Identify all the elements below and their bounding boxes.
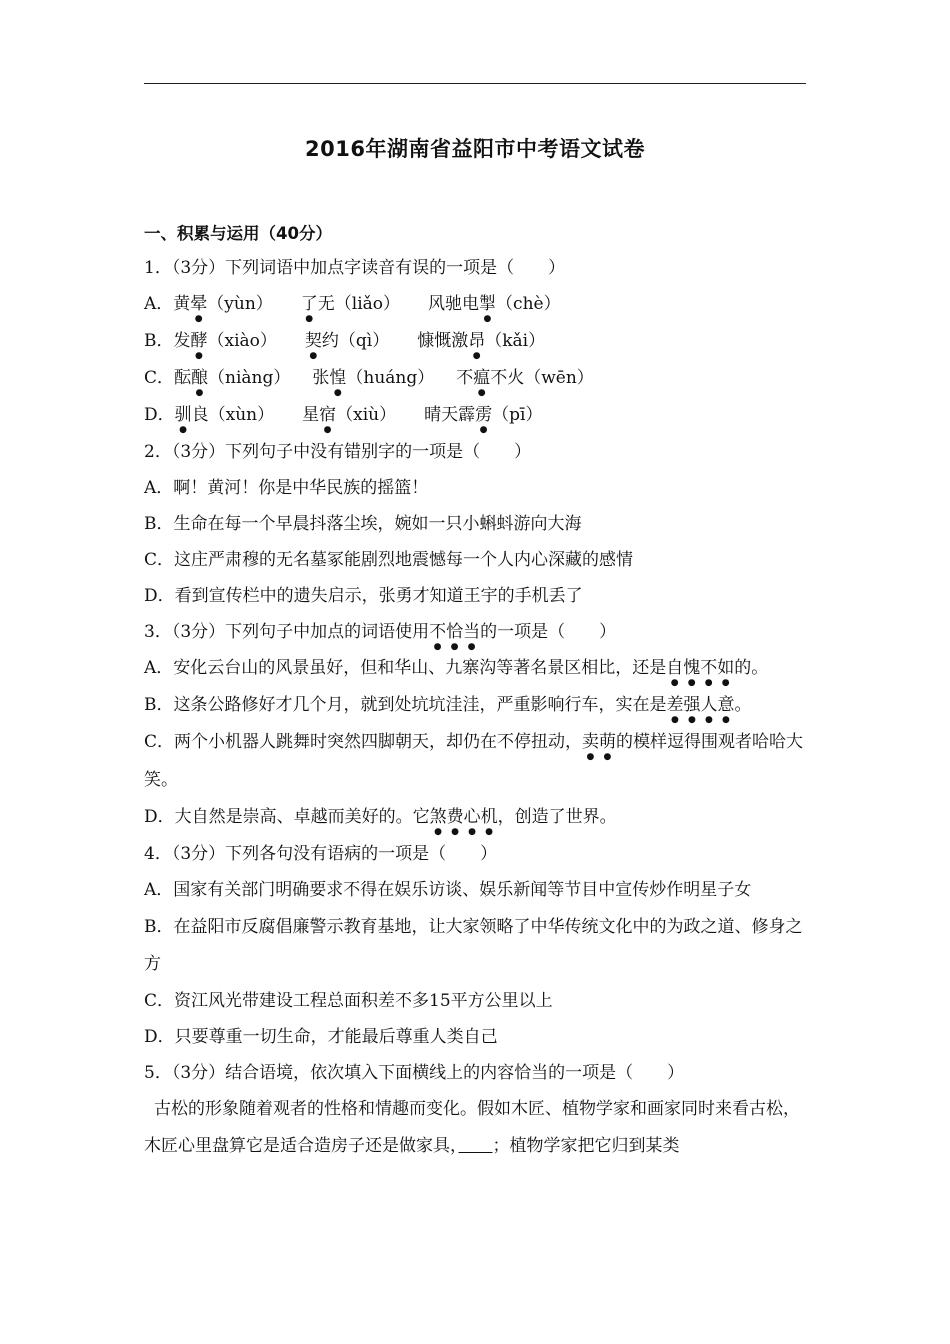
q4-option-c: C．资江风光带建设工程总面积差不多15平方公里以上	[144, 991, 553, 1011]
q4-option-a: A．国家有关部门明确要求不得在娱乐访谈、娱乐新闻等节目中宣传炒作明星子女	[144, 880, 752, 900]
q3-option-c: C．两个小机器人跳舞时突然四脚朝天，却仍在不停扭动，卖萌的模样逗得围观者哈哈大笑。	[144, 732, 804, 790]
q4-option-d: D．只要尊重一切生命，才能最后尊重人类自己	[144, 1027, 498, 1047]
q1-option-c: C．酝酿（niàng） 张惶（huáng） 不瘟不火（wēn）	[144, 368, 594, 388]
section-heading: 一、积累与运用（40分）	[144, 224, 332, 243]
fill-blank	[459, 1136, 493, 1156]
question-2-stem: 2．（3分）下列句子中没有错别字的一项是（ ）	[144, 442, 532, 462]
q3-option-b: B．这条公路修好才几个月，就到处坑坑洼洼，严重影响行车，实在是差强人意。	[144, 695, 752, 715]
header-rule	[144, 83, 806, 84]
page-title: 2016年湖南省益阳市中考语文试卷	[305, 137, 645, 161]
question-1-stem: 1．（3分）下列词语中加点字读音有误的一项是（ ）	[144, 258, 566, 278]
q3-option-a: A．安化云台山的风景虽好，但和华山、九寨沟等著名景区相比，还是自愧不如的。	[144, 658, 769, 678]
question-3-stem: 3．（3分）下列句子中加点的词语使用不恰当的一项是（ ）	[144, 622, 617, 642]
q2-option-d: D．看到宣传栏中的遗失启示，张勇才知道王宇的手机丢了	[144, 586, 583, 606]
question-4-stem: 4．（3分）下列各句没有语病的一项是（ ）	[144, 844, 498, 864]
q2-option-b: B．生命在每一个早晨抖落尘埃，婉如一只小蝌蚪游向大海	[144, 514, 582, 534]
q3-option-d: D．大自然是崇高、卓越而美好的。它煞费心机，创造了世界。	[144, 807, 617, 827]
q1-option-b: B．发酵（xiào） 契约（qì） 慷慨激昂（kǎi）	[144, 331, 546, 351]
q1-option-d: D．驯良（xùn） 星宿（xiù） 晴天霹雳（pī）	[144, 405, 543, 425]
question-5-stem: 5．（3分）结合语境，依次填入下面横线上的内容恰当的一项是（ ）	[144, 1063, 685, 1083]
q2-option-a: A．啊！黄河！你是中华民族的摇篮！	[144, 478, 429, 498]
q5-passage: 古松的形象随着观者的性格和情趣而变化。假如木匠、植物学家和画家同时来看古松，木匠心里盘算它是适合造房子还是做家具， ；植物学家把它归到某类	[144, 1099, 800, 1156]
q1-option-a: A．黄晕（yùn） 了无（liǎo） 风驰电掣（chè）	[144, 294, 561, 314]
q2-option-c: C．这庄严肃穆的无名墓冢能剧烈地震憾每一个人内心深藏的感情	[144, 550, 634, 570]
exam-content	[144, 219, 812, 1165]
q4-option-b: B．在益阳市反腐倡廉警示教育基地，让大家领略了中华传统文化中的为政之道、修身之方	[144, 917, 803, 974]
